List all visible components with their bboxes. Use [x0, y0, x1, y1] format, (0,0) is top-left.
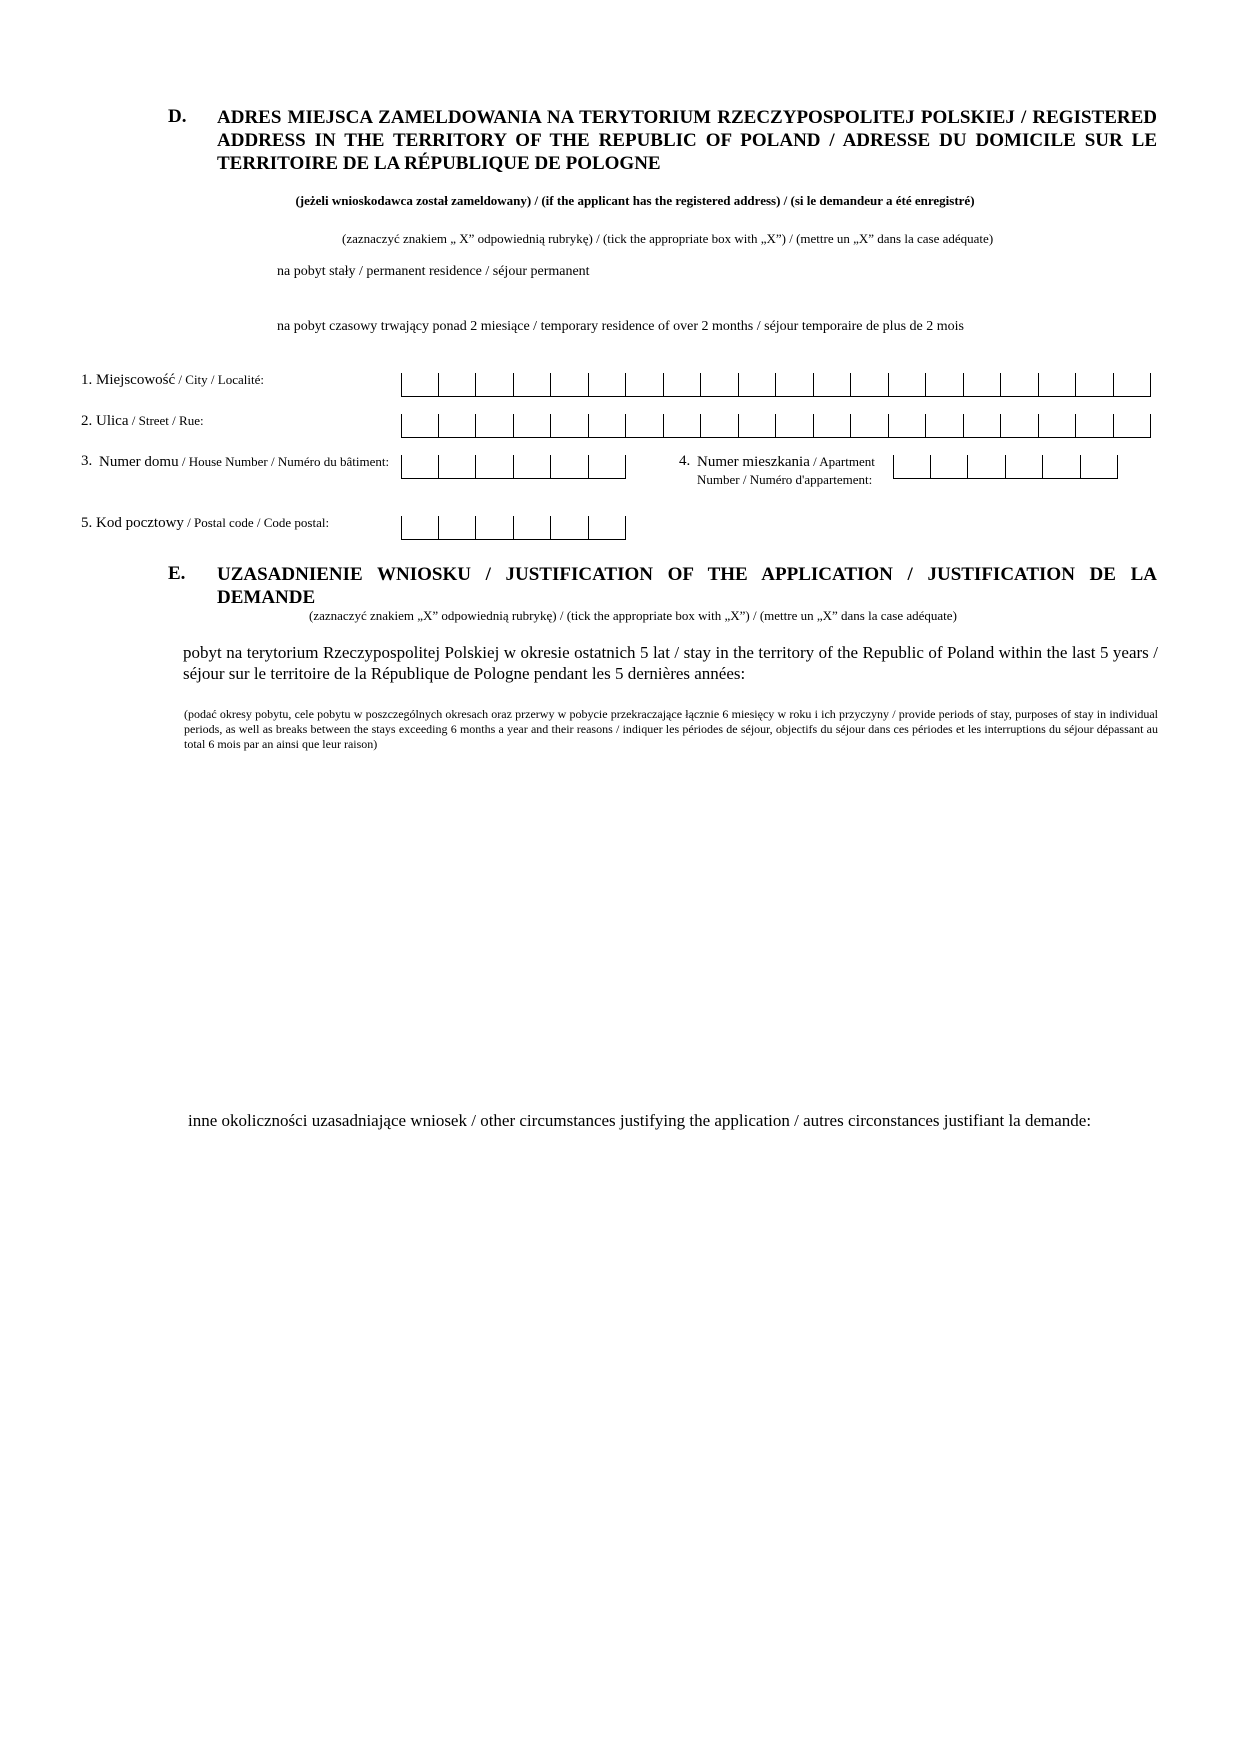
- street-label: 2. Ulica / Street / Rue:: [81, 413, 204, 429]
- char-box[interactable]: [626, 373, 664, 397]
- postal-code-input-boxes[interactable]: [401, 516, 626, 540]
- house-number-input-boxes[interactable]: [401, 455, 626, 479]
- stay-last-5-years-label: pobyt na terytorium Rzeczypospolitej Polskiej w okresie ostatnich 5 lat / stay in the territory of the Republic of Poland within the last 5 years / séjour sur le territoire de la République de Pologne pendant les 5 dernières années:: [183, 643, 1158, 683]
- char-box[interactable]: [814, 414, 852, 438]
- char-box[interactable]: [401, 516, 439, 540]
- char-box[interactable]: [1039, 414, 1077, 438]
- apartment-number-input-boxes[interactable]: [893, 455, 1118, 479]
- char-box[interactable]: [514, 373, 552, 397]
- char-box[interactable]: [1076, 373, 1114, 397]
- char-box[interactable]: [439, 414, 477, 438]
- char-box[interactable]: [589, 414, 627, 438]
- char-box[interactable]: [439, 373, 477, 397]
- char-box[interactable]: [401, 455, 439, 479]
- city-label: 1. Miejscowość / City / Localité:: [81, 372, 264, 388]
- char-box[interactable]: [964, 414, 1002, 438]
- option-temporary-label: na pobyt czasowy trwający ponad 2 miesiące / temporary residence of over 2 months / séjour temporaire de plus de 2 mois: [277, 319, 964, 334]
- section-d-condition-note: (jeżeli wnioskodawca został zameldowany) / (if the applicant has the registered address) / (si le demandeur a été enregistré): [295, 193, 975, 208]
- char-box[interactable]: [776, 414, 814, 438]
- char-box[interactable]: [1043, 455, 1081, 479]
- char-box[interactable]: [926, 373, 964, 397]
- option-temporary-residence[interactable]: [277, 317, 964, 335]
- char-box[interactable]: [664, 414, 702, 438]
- char-box[interactable]: [1114, 414, 1152, 438]
- char-box[interactable]: [739, 414, 777, 438]
- char-box[interactable]: [476, 455, 514, 479]
- section-e-title: UZASADNIENIE WNIOSKU / JUSTIFICATION OF THE APPLICATION / JUSTIFICATION DE LA DEMANDE: [217, 564, 1157, 608]
- char-box[interactable]: [851, 373, 889, 397]
- stay-periods-note: (podać okresy pobytu, cele pobytu w poszczególnych okresach oraz przerwy w pobycie przekraczające łącznie 6 miesięcy w roku i ich przyczyny / provide periods of stay, purposes of stay in individual periods, as well as breaks between the stays exceeding 6 months a year and their reasons / indiquer les périodes de séjour, objectifs du séjour dans ces périodes et les interruptions du séjour dépassant au total 6 mois par an ainsi que leur raison): [184, 707, 1158, 751]
- other-circumstances-option[interactable]: [188, 1111, 1091, 1131]
- char-box[interactable]: [1001, 373, 1039, 397]
- char-box[interactable]: [1076, 414, 1114, 438]
- section-e-letter: E.: [168, 563, 186, 584]
- char-box[interactable]: [476, 373, 514, 397]
- option-permanent-residence[interactable]: [277, 262, 590, 280]
- section-e-tick-note: (zaznaczyć znakiem „X” odpowiednią rubrykę) / (tick the appropriate box with „X”) / (mettre un „X” dans la case adéquate): [309, 608, 957, 623]
- section-d-title: ADRES MIEJSCA ZAMELDOWANIA NA TERYTORIUM RZECZYPOSPOLITEJ POLSKIEJ / REGISTERED ADDRESS IN THE TERRITORY OF THE REPUBLIC OF POLAND / ADRESSE DU DOMICILE SUR LE TERRITOIRE DE LA RÉPUBLIQUE DE POLOGNE: [217, 107, 1157, 174]
- apartment-number-label: 4. Numer mieszkania / Apartment Number / Numéro d'appartement:: [679, 453, 875, 487]
- char-box[interactable]: [476, 414, 514, 438]
- char-box[interactable]: [589, 516, 627, 540]
- stay-last-5-years-option[interactable]: [183, 642, 1158, 684]
- char-box[interactable]: [968, 455, 1006, 479]
- char-box[interactable]: [551, 516, 589, 540]
- char-box[interactable]: [401, 414, 439, 438]
- char-box[interactable]: [1001, 414, 1039, 438]
- char-box[interactable]: [439, 516, 477, 540]
- section-d-letter: D.: [168, 106, 187, 127]
- char-box[interactable]: [926, 414, 964, 438]
- char-box[interactable]: [814, 373, 852, 397]
- char-box[interactable]: [664, 373, 702, 397]
- char-box[interactable]: [964, 373, 1002, 397]
- char-box[interactable]: [589, 373, 627, 397]
- char-box[interactable]: [626, 414, 664, 438]
- postal-code-label: 5. Kod pocztowy / Postal code / Code postal:: [81, 515, 330, 531]
- char-box[interactable]: [776, 373, 814, 397]
- char-box[interactable]: [931, 455, 969, 479]
- char-box[interactable]: [551, 455, 589, 479]
- stay-periods-answer-area[interactable]: [183, 760, 1158, 1100]
- char-box[interactable]: [401, 373, 439, 397]
- city-input-boxes[interactable]: [401, 373, 1151, 397]
- char-box[interactable]: [701, 414, 739, 438]
- char-box[interactable]: [514, 455, 552, 479]
- char-box[interactable]: [439, 455, 477, 479]
- other-circumstances-answer-area[interactable]: [183, 1145, 1158, 1705]
- char-box[interactable]: [1006, 455, 1044, 479]
- char-box[interactable]: [893, 455, 931, 479]
- char-box[interactable]: [589, 455, 627, 479]
- char-box[interactable]: [1039, 373, 1077, 397]
- char-box[interactable]: [551, 414, 589, 438]
- char-box[interactable]: [851, 414, 889, 438]
- char-box[interactable]: [476, 516, 514, 540]
- char-box[interactable]: [1114, 373, 1152, 397]
- char-box[interactable]: [739, 373, 777, 397]
- char-box[interactable]: [514, 414, 552, 438]
- char-box[interactable]: [701, 373, 739, 397]
- house-number-label: 3. Numer domu / House Number / Numéro du bâtiment:: [81, 453, 390, 470]
- section-d-tick-note: (zaznaczyć znakiem „ X” odpowiednią rubrykę) / (tick the appropriate box with „X”) / (mettre un „X” dans la case adéquate): [342, 231, 994, 246]
- char-box[interactable]: [514, 516, 552, 540]
- char-box[interactable]: [551, 373, 589, 397]
- char-box[interactable]: [889, 373, 927, 397]
- other-circumstances-label: inne okoliczności uzasadniające wniosek / other circumstances justifying the application / autres circonstances justifiant la demande:: [188, 1111, 1092, 1130]
- street-input-boxes[interactable]: [401, 414, 1151, 438]
- option-permanent-label: na pobyt stały / permanent residence / séjour permanent: [277, 264, 590, 279]
- char-box[interactable]: [889, 414, 927, 438]
- char-box[interactable]: [1081, 455, 1119, 479]
